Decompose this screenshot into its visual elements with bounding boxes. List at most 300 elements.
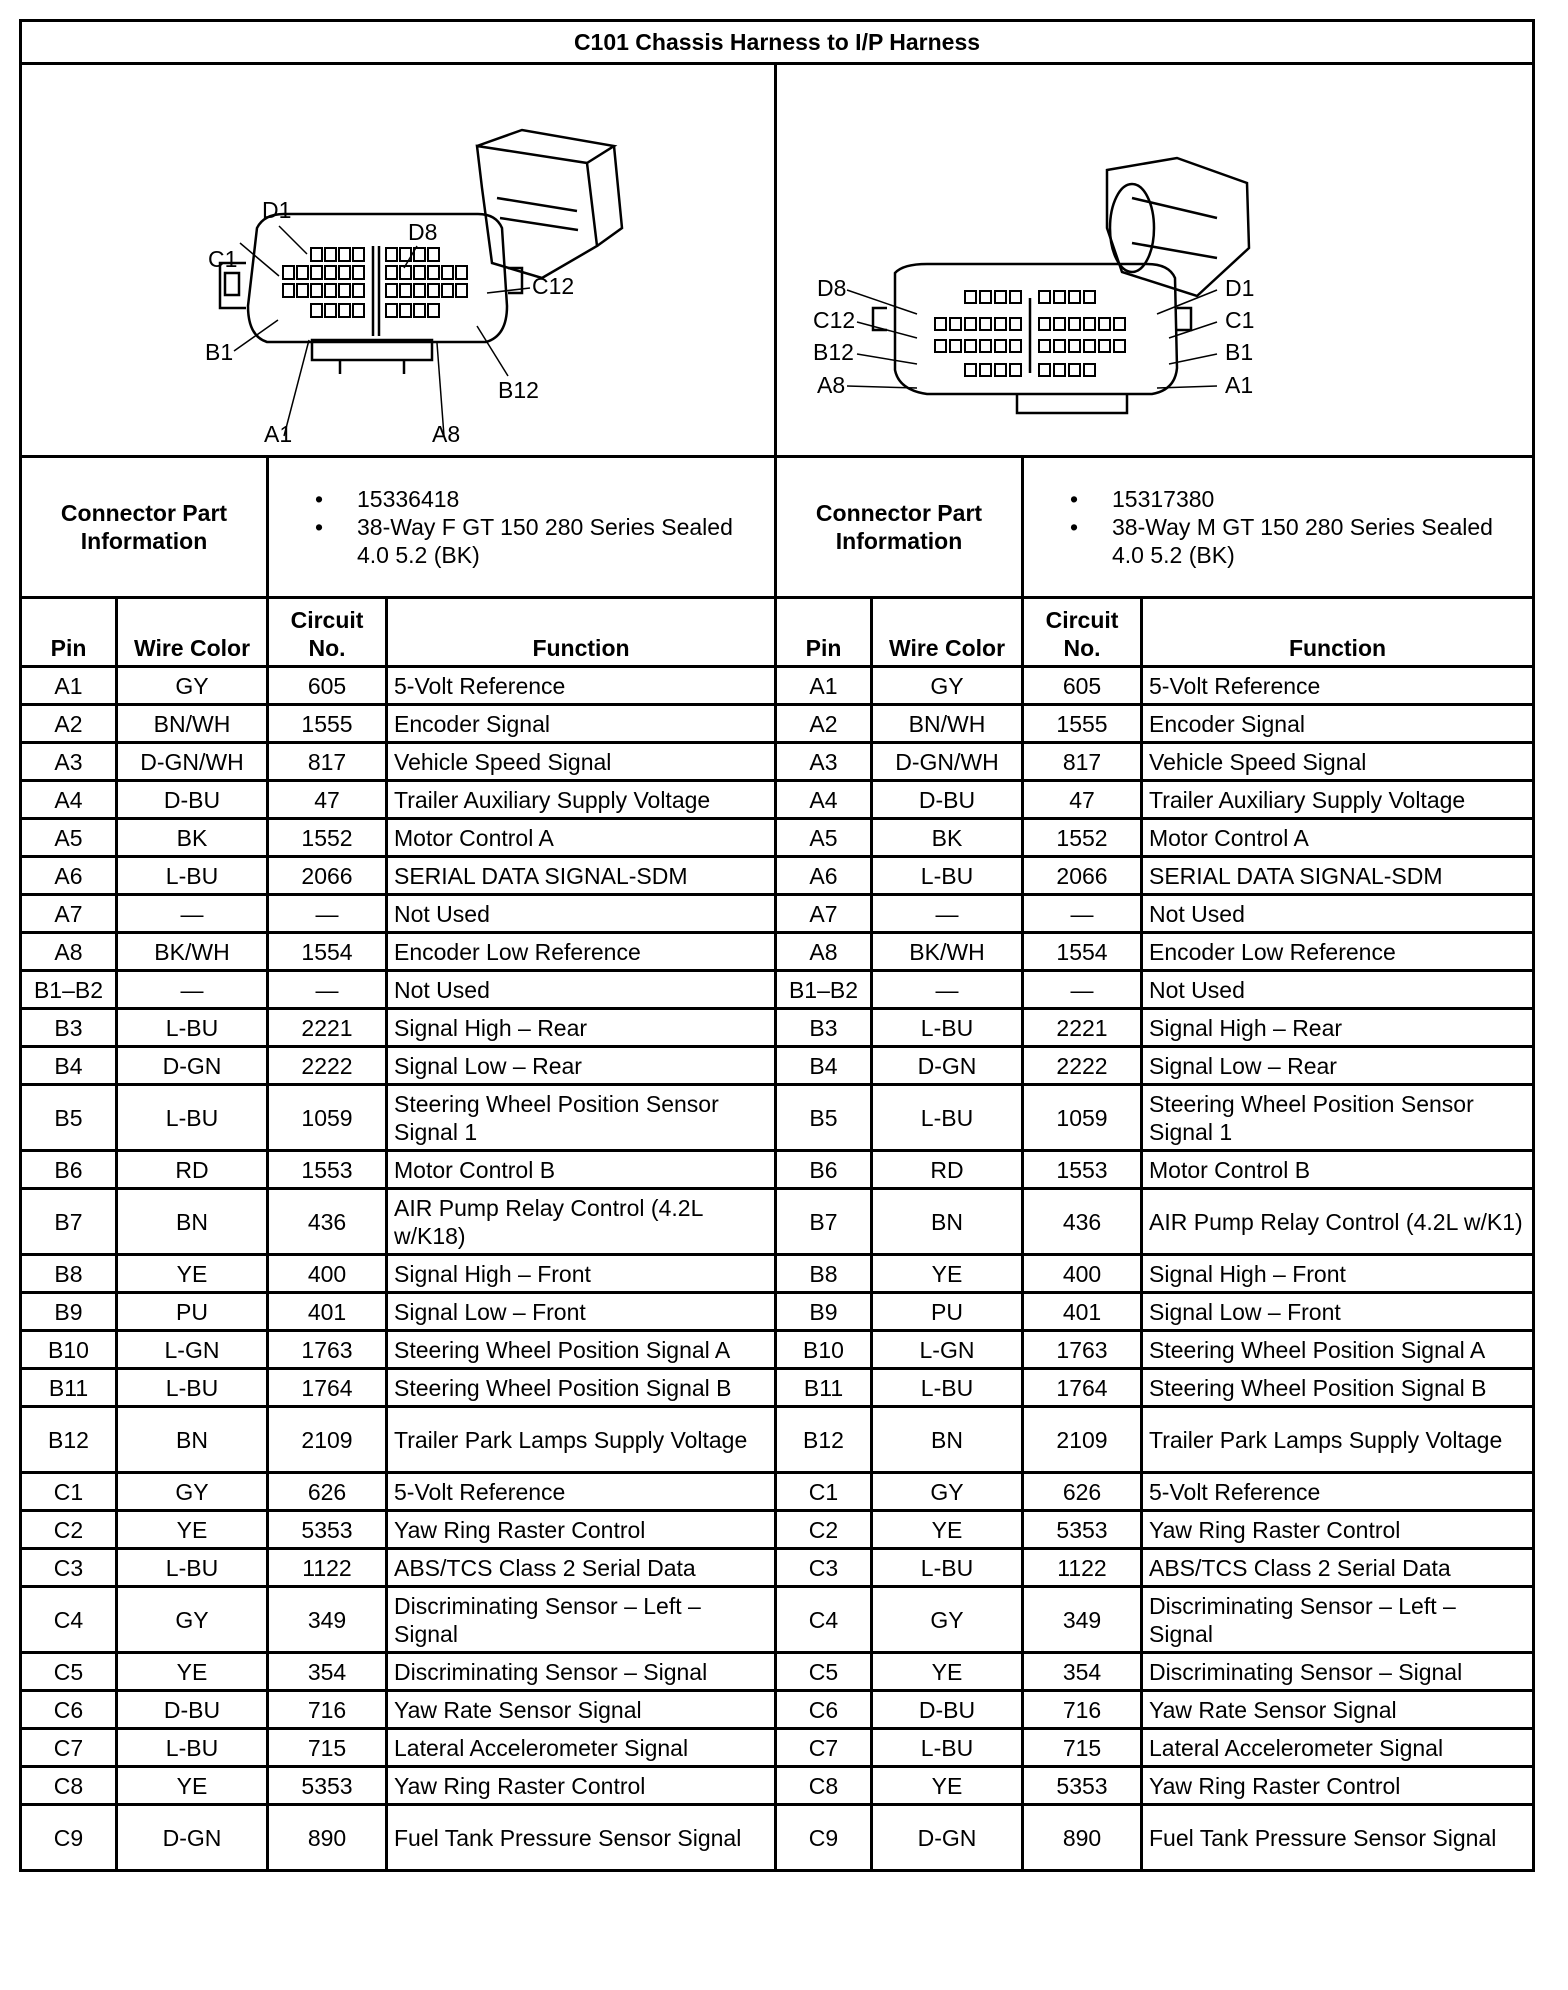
pin-cavity (995, 318, 1006, 330)
wire-color-cell: GY (872, 667, 1023, 705)
function-cell: AIR Pump Relay Control (4.2L w/K18) (387, 1189, 776, 1255)
pin-cell: B1–B2 (776, 971, 872, 1009)
wire-color-cell: BN/WH (872, 705, 1023, 743)
pin-cell: C1 (776, 1473, 872, 1511)
connector-face-f (22, 68, 771, 452)
pin-cell: B8 (776, 1255, 872, 1293)
circuit-cell: 1122 (1023, 1549, 1142, 1587)
function-cell: Fuel Tank Pressure Sensor Signal (387, 1805, 776, 1871)
pin-cavity (325, 248, 336, 261)
circuit-cell: 1552 (268, 819, 387, 857)
circuit-cell: 5353 (268, 1511, 387, 1549)
male-connector-diagram (776, 64, 1534, 457)
pin-cavity (283, 284, 294, 297)
table-row (21, 1085, 1534, 1151)
pin-cell: C4 (776, 1587, 872, 1653)
connector-part-info (1023, 457, 1534, 598)
wire-color-cell: GY (117, 667, 268, 705)
function-cell: Signal High – Front (387, 1255, 776, 1293)
circuit-cell: 890 (268, 1805, 387, 1871)
pin-cell: A1 (776, 667, 872, 705)
pin-cavity (980, 364, 991, 376)
circuit-cell: 1552 (1023, 819, 1142, 857)
pin-cavity (1039, 318, 1050, 330)
header-function: Function (1142, 598, 1534, 667)
pin-cell: C5 (776, 1653, 872, 1691)
pin-cell: B1–B2 (21, 971, 117, 1009)
pin-cell: B5 (776, 1085, 872, 1151)
pin-label: C12 (532, 273, 575, 299)
pin-cavity (325, 266, 336, 279)
function-cell: Encoder Low Reference (1142, 933, 1534, 971)
circuit-cell: 436 (268, 1189, 387, 1255)
wire-color-cell: — (117, 971, 268, 1009)
function-cell: Yaw Ring Raster Control (1142, 1767, 1534, 1805)
table-row (21, 933, 1534, 971)
table-row (21, 781, 1534, 819)
wire-color-cell: GY (117, 1587, 268, 1653)
pin-cell: C6 (21, 1691, 117, 1729)
circuit-cell: 401 (268, 1293, 387, 1331)
pin-cell: B10 (21, 1331, 117, 1369)
header-circuit: Circuit No. (1023, 598, 1142, 667)
function-cell: ABS/TCS Class 2 Serial Data (387, 1549, 776, 1587)
function-cell: Discriminating Sensor – Left – Signal (387, 1587, 776, 1653)
pin-label: D1 (1225, 275, 1255, 301)
wire-color-cell: D-GN/WH (872, 743, 1023, 781)
wire-color-cell: D-GN (117, 1047, 268, 1085)
pin-cavity (339, 284, 350, 297)
part-description: • 38-Way F GT 150 280 Series Sealed 4.0 5.2 (BK) (315, 513, 768, 569)
table-row (21, 1369, 1534, 1407)
pin-cavity (400, 284, 411, 297)
circuit-cell: 1555 (1023, 705, 1142, 743)
pin-cell: B4 (21, 1047, 117, 1085)
circuit-cell: 605 (1023, 667, 1142, 705)
pin-cavity (1069, 318, 1080, 330)
function-cell: Discriminating Sensor – Signal (1142, 1653, 1534, 1691)
pin-cavity (965, 318, 976, 330)
pin-cavity (1054, 291, 1065, 303)
pin-cell: C8 (776, 1767, 872, 1805)
circuit-cell: 716 (268, 1691, 387, 1729)
pin-cavity (965, 340, 976, 352)
pin-cavity (1084, 364, 1095, 376)
pin-label: A8 (432, 421, 461, 447)
circuit-cell: — (1023, 971, 1142, 1009)
pin-cell: B9 (21, 1293, 117, 1331)
circuit-cell: — (268, 895, 387, 933)
function-cell: Steering Wheel Position Signal B (387, 1369, 776, 1407)
wire-color-cell: L-BU (872, 857, 1023, 895)
pin-cavity (400, 266, 411, 279)
header-pin: Pin (776, 598, 872, 667)
function-cell: Signal Low – Front (387, 1293, 776, 1331)
function-cell: Encoder Low Reference (387, 933, 776, 971)
wire-color-cell: D-BU (117, 1691, 268, 1729)
pin-label: A1 (264, 421, 293, 447)
circuit-cell: 2109 (268, 1407, 387, 1473)
pin-cell: A3 (21, 743, 117, 781)
function-cell: Steering Wheel Position Sensor Signal 1 (387, 1085, 776, 1151)
table-row (21, 895, 1534, 933)
pinout-sheet (19, 19, 1532, 1872)
pin-cavity (428, 284, 439, 297)
function-cell: Trailer Park Lamps Supply Voltage (387, 1407, 776, 1473)
circuit-cell: 890 (1023, 1805, 1142, 1871)
wire-color-cell: BK/WH (872, 933, 1023, 971)
function-cell: Motor Control A (387, 819, 776, 857)
function-cell: Not Used (1142, 895, 1534, 933)
function-cell: Not Used (1142, 971, 1534, 1009)
wire-color-cell: BN (117, 1407, 268, 1473)
pin-label: B12 (813, 339, 854, 365)
pin-cell: B9 (776, 1293, 872, 1331)
pin-cavity (1054, 364, 1065, 376)
circuit-cell: 626 (1023, 1473, 1142, 1511)
pin-cavity (325, 284, 336, 297)
wire-color-cell: — (872, 971, 1023, 1009)
circuit-cell: 716 (1023, 1691, 1142, 1729)
wire-color-cell: L-BU (117, 1729, 268, 1767)
function-cell: Vehicle Speed Signal (387, 743, 776, 781)
pin-cell: C3 (776, 1549, 872, 1587)
circuit-cell: 715 (268, 1729, 387, 1767)
wire-color-cell: D-GN (872, 1805, 1023, 1871)
connector-part-info (268, 457, 776, 598)
table-row (21, 1767, 1534, 1805)
pin-cell: A8 (21, 933, 117, 971)
wire-color-cell: — (872, 895, 1023, 933)
table-row (21, 743, 1534, 781)
wire-color-cell: D-BU (872, 781, 1023, 819)
pin-cavity (414, 304, 425, 317)
wire-color-cell: L-BU (872, 1085, 1023, 1151)
circuit-cell: 400 (268, 1255, 387, 1293)
pin-cavity (325, 304, 336, 317)
circuit-cell: — (1023, 895, 1142, 933)
function-cell: Yaw Ring Raster Control (387, 1767, 776, 1805)
pin-cavity (980, 291, 991, 303)
pin-cavity (1099, 340, 1110, 352)
pin-cell: A3 (776, 743, 872, 781)
pin-cell: C6 (776, 1691, 872, 1729)
pin-label: D8 (817, 275, 847, 301)
function-cell: Steering Wheel Position Signal A (387, 1331, 776, 1369)
circuit-cell: 436 (1023, 1189, 1142, 1255)
function-cell: Steering Wheel Position Sensor Signal 1 (1142, 1085, 1534, 1151)
pin-cell: B6 (776, 1151, 872, 1189)
circuit-cell: 354 (268, 1653, 387, 1691)
pin-cell: A2 (776, 705, 872, 743)
circuit-cell: 349 (1023, 1587, 1142, 1653)
pin-cell: C8 (21, 1767, 117, 1805)
wire-color-cell: L-BU (872, 1369, 1023, 1407)
table-row (21, 1189, 1534, 1255)
wire-color-cell: BK (117, 819, 268, 857)
function-cell: Signal High – Rear (387, 1009, 776, 1047)
header-pin: Pin (21, 598, 117, 667)
pin-cavity (353, 304, 364, 317)
table-row (21, 1331, 1534, 1369)
pin-label: C12 (813, 307, 856, 333)
wire-color-cell: L-GN (872, 1331, 1023, 1369)
pin-cavity (1114, 318, 1125, 330)
pin-cavity (1069, 340, 1080, 352)
pin-cavity (980, 340, 991, 352)
pin-cavity (297, 266, 308, 279)
wire-color-cell: BN (872, 1189, 1023, 1255)
function-cell: Discriminating Sensor – Signal (387, 1653, 776, 1691)
circuit-cell: 349 (268, 1587, 387, 1653)
function-cell: Vehicle Speed Signal (1142, 743, 1534, 781)
circuit-cell: 2066 (1023, 857, 1142, 895)
circuit-cell: 5353 (1023, 1767, 1142, 1805)
function-cell: Lateral Accelerometer Signal (1142, 1729, 1534, 1767)
pin-cavity (386, 304, 397, 317)
header-function: Function (387, 598, 776, 667)
circuit-cell: 1763 (268, 1331, 387, 1369)
part-description: • 38-Way M GT 150 280 Series Sealed 4.0 5.2 (BK) (1070, 513, 1526, 569)
circuit-cell: 1554 (268, 933, 387, 971)
circuit-cell: 1763 (1023, 1331, 1142, 1369)
table-row (21, 667, 1534, 705)
table-row (21, 1473, 1534, 1511)
circuit-cell: 47 (1023, 781, 1142, 819)
pin-cavity (456, 284, 467, 297)
circuit-cell: 5353 (268, 1767, 387, 1805)
pin-cavity (1099, 318, 1110, 330)
pin-cavity (1039, 364, 1050, 376)
pin-cavity (950, 340, 961, 352)
circuit-cell: 1555 (268, 705, 387, 743)
pin-cavity (965, 364, 976, 376)
pin-cell: A6 (21, 857, 117, 895)
pin-cavity (995, 291, 1006, 303)
pin-cavity (297, 284, 308, 297)
pin-cavity (414, 266, 425, 279)
function-cell: Steering Wheel Position Signal A (1142, 1331, 1534, 1369)
pin-cavity (1114, 340, 1125, 352)
circuit-cell: 1764 (268, 1369, 387, 1407)
wire-color-cell: RD (117, 1151, 268, 1189)
header-circuit: Circuit No. (268, 598, 387, 667)
pin-cell: A5 (21, 819, 117, 857)
pin-cavity (400, 304, 411, 317)
pin-cavity (935, 318, 946, 330)
function-cell: Trailer Auxiliary Supply Voltage (387, 781, 776, 819)
pin-label: A1 (1225, 372, 1254, 398)
function-cell: Motor Control A (1142, 819, 1534, 857)
pin-cell: A7 (21, 895, 117, 933)
header-wire-color: Wire Color (872, 598, 1023, 667)
pin-cell: A7 (776, 895, 872, 933)
wire-color-cell: L-BU (117, 1549, 268, 1587)
pinout-table (19, 19, 1535, 1872)
connector-info-label: Connector Part Information (776, 457, 1023, 598)
pin-cavity (1010, 364, 1021, 376)
table-row (21, 819, 1534, 857)
function-cell: 5-Volt Reference (1142, 667, 1534, 705)
wire-color-cell: YE (117, 1653, 268, 1691)
pin-cell: C7 (21, 1729, 117, 1767)
table-row (21, 1587, 1534, 1653)
function-cell: Discriminating Sensor – Left – Signal (1142, 1587, 1534, 1653)
function-cell: Signal Low – Front (1142, 1293, 1534, 1331)
pin-cavity (1054, 340, 1065, 352)
pin-label: C1 (1225, 307, 1255, 333)
wire-color-cell: BN/WH (117, 705, 268, 743)
pin-cell: B8 (21, 1255, 117, 1293)
function-cell: SERIAL DATA SIGNAL-SDM (1142, 857, 1534, 895)
pin-cell: A4 (21, 781, 117, 819)
circuit-cell: 817 (268, 743, 387, 781)
pin-cavity (311, 266, 322, 279)
wire-color-cell: YE (117, 1767, 268, 1805)
circuit-cell: 626 (268, 1473, 387, 1511)
wire-color-cell: D-BU (872, 1691, 1023, 1729)
connector-face-m (777, 68, 1529, 452)
pin-cavity (339, 304, 350, 317)
function-cell: Yaw Rate Sensor Signal (387, 1691, 776, 1729)
circuit-cell: 2109 (1023, 1407, 1142, 1473)
circuit-cell: 2222 (1023, 1047, 1142, 1085)
circuit-cell: 354 (1023, 1653, 1142, 1691)
pin-cavity (339, 266, 350, 279)
circuit-cell: 2066 (268, 857, 387, 895)
wire-color-cell: YE (872, 1767, 1023, 1805)
pin-cavity (414, 284, 425, 297)
pin-cavity (339, 248, 350, 261)
table-row (21, 1047, 1534, 1085)
wire-color-cell: L-BU (872, 1729, 1023, 1767)
pin-cavity (980, 318, 991, 330)
pin-cavity (386, 266, 397, 279)
pin-cell: B11 (21, 1369, 117, 1407)
pin-cell: B11 (776, 1369, 872, 1407)
function-cell: Lateral Accelerometer Signal (387, 1729, 776, 1767)
wire-color-cell: L-BU (117, 1085, 268, 1151)
wire-color-cell: L-BU (117, 857, 268, 895)
pin-cell: A2 (21, 705, 117, 743)
wire-color-cell: L-GN (117, 1331, 268, 1369)
function-cell: AIR Pump Relay Control (4.2L w/K1) (1142, 1189, 1534, 1255)
page-title: C101 Chassis Harness to I/P Harness (21, 21, 1534, 64)
pin-cavity (386, 284, 397, 297)
part-number: • 15317380 (1070, 485, 1526, 513)
pin-cell: C2 (21, 1511, 117, 1549)
function-cell: Yaw Ring Raster Control (387, 1511, 776, 1549)
function-cell: Not Used (387, 971, 776, 1009)
wire-color-cell: BK/WH (117, 933, 268, 971)
function-cell: Signal High – Rear (1142, 1009, 1534, 1047)
connector-info-label: Connector Part Information (21, 457, 268, 598)
wire-color-cell: D-BU (117, 781, 268, 819)
wire-color-cell: BN (872, 1407, 1023, 1473)
function-cell: Motor Control B (1142, 1151, 1534, 1189)
function-cell: Fuel Tank Pressure Sensor Signal (1142, 1805, 1534, 1871)
table-row (21, 1511, 1534, 1549)
wire-color-cell: BN (117, 1189, 268, 1255)
function-cell: 5-Volt Reference (1142, 1473, 1534, 1511)
pin-label: D8 (408, 219, 438, 245)
pin-cell: C1 (21, 1473, 117, 1511)
pin-cell: C3 (21, 1549, 117, 1587)
pin-cavity (1084, 340, 1095, 352)
table-row (21, 857, 1534, 895)
function-cell: Signal High – Front (1142, 1255, 1534, 1293)
function-cell: 5-Volt Reference (387, 1473, 776, 1511)
circuit-cell: 817 (1023, 743, 1142, 781)
table-row (21, 1653, 1534, 1691)
pin-label: B12 (498, 377, 539, 403)
wire-color-cell: GY (117, 1473, 268, 1511)
pin-cell: B10 (776, 1331, 872, 1369)
pin-cell: A6 (776, 857, 872, 895)
pin-cavity (353, 248, 364, 261)
wire-color-cell: GY (872, 1473, 1023, 1511)
pin-label: A8 (817, 372, 846, 398)
pin-cell: C5 (21, 1653, 117, 1691)
pin-cavity (965, 291, 976, 303)
pin-cell: B3 (21, 1009, 117, 1047)
function-cell: Signal Low – Rear (1142, 1047, 1534, 1085)
circuit-cell: — (268, 971, 387, 1009)
wire-color-cell: YE (872, 1653, 1023, 1691)
pin-cell: B4 (776, 1047, 872, 1085)
pin-cavity (995, 340, 1006, 352)
wire-color-cell: L-BU (117, 1009, 268, 1047)
wire-color-cell: BK (872, 819, 1023, 857)
pin-cavity (386, 248, 397, 261)
pin-cavity (428, 304, 439, 317)
pin-cell: A4 (776, 781, 872, 819)
circuit-cell: 47 (268, 781, 387, 819)
table-row (21, 1255, 1534, 1293)
pin-cavity (1039, 291, 1050, 303)
pin-cell: A8 (776, 933, 872, 971)
wire-color-cell: YE (117, 1255, 268, 1293)
pin-cavity (442, 266, 453, 279)
pin-cavity (1039, 340, 1050, 352)
pin-cavity (311, 304, 322, 317)
circuit-cell: 2221 (268, 1009, 387, 1047)
pin-cavity (1069, 364, 1080, 376)
pin-cavity (935, 340, 946, 352)
pin-label: B1 (205, 339, 234, 365)
wire-color-cell: YE (872, 1511, 1023, 1549)
function-cell: Signal Low – Rear (387, 1047, 776, 1085)
pin-cell: A1 (21, 667, 117, 705)
function-cell: Trailer Auxiliary Supply Voltage (1142, 781, 1534, 819)
function-cell: Motor Control B (387, 1151, 776, 1189)
function-cell: Not Used (387, 895, 776, 933)
wire-color-cell: GY (872, 1587, 1023, 1653)
table-row (21, 1293, 1534, 1331)
function-cell: Encoder Signal (1142, 705, 1534, 743)
circuit-cell: 401 (1023, 1293, 1142, 1331)
circuit-cell: 2222 (268, 1047, 387, 1085)
part-number: • 15336418 (315, 485, 768, 513)
pin-cavity (414, 248, 425, 261)
pin-cell: B12 (776, 1407, 872, 1473)
wire-color-cell: L-BU (872, 1009, 1023, 1047)
function-cell: Yaw Ring Raster Control (1142, 1511, 1534, 1549)
pin-cell: C9 (776, 1805, 872, 1871)
pin-cavity (428, 266, 439, 279)
function-cell: Trailer Park Lamps Supply Voltage (1142, 1407, 1534, 1473)
function-cell: 5-Volt Reference (387, 667, 776, 705)
